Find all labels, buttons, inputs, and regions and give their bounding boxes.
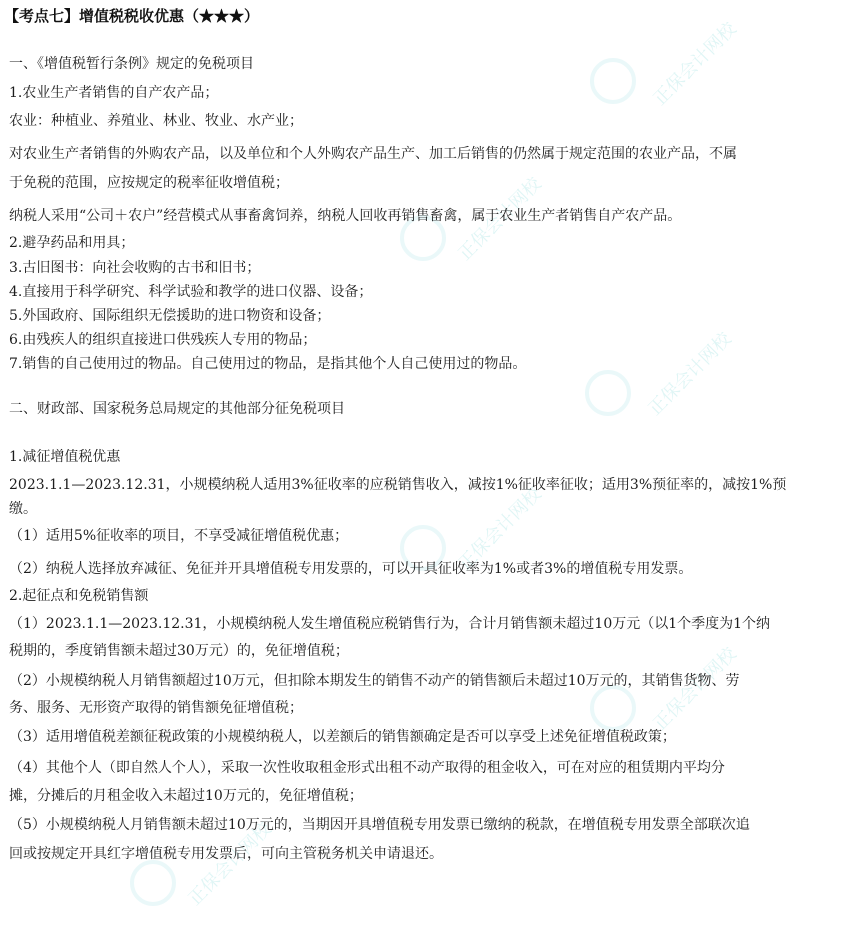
text-line: 1.农业生产者销售的自产农产品； [9, 85, 219, 101]
text-line: 6.由残疾人的组织直接进口供残疾人专用的物品； [9, 332, 317, 348]
watermark-text: 正保会计网校 [644, 328, 736, 420]
text-line: 回或按规定开具红字增值税专用发票后，可向主管税务机关申请退还。 [9, 846, 443, 862]
text-line: 2023.1.1—2023.12.31，小规模纳税人适用3%征收率的应税销售收入，减按1%征收率征收；适用3%预征率的，减按1%预 [9, 477, 787, 493]
text-line: 1.减征增值税优惠 [9, 449, 121, 465]
text-line: 税期的，季度销售额未超过30万元）的，免征增值税； [9, 643, 349, 659]
text-line: 务、服务、无形资产取得的销售额免征增值税； [9, 700, 303, 716]
watermark-text: 正保会计网校 [649, 18, 741, 110]
text-line: 4.直接用于科学研究、科学试验和教学的进口仪器、设备； [9, 284, 373, 300]
text-line: 2.起征点和免税销售额 [9, 588, 149, 604]
heading-line: 一、《增值税暂行条例》规定的免税项目 [9, 56, 254, 72]
text-line: （2）小规模纳税人月销售额超过10万元，但扣除本期发生的销售不动产的销售额后未超过10万元的，其销售货物、劳 [9, 673, 740, 689]
text-line: 2.避孕药品和用具； [9, 235, 135, 251]
text-line: 缴。 [9, 501, 37, 517]
text-line: 摊，分摊后的月租金收入未超过10万元的，免征增值税； [9, 788, 363, 804]
text-line: 于免税的范围，应按规定的税率征收增值税； [9, 175, 289, 191]
text-line: （2）纳税人选择放弃减征、免征并开具增值税专用发票的，可以开具征收率为1%或者3%的增值税专用发票。 [9, 561, 693, 577]
text-line: 7.销售的自己使用过的物品。自己使用过的物品，是指其他个人自己使用过的物品。 [9, 356, 527, 372]
section-title: 【考点七】增值税税收优惠（★★★） [4, 7, 260, 25]
heading-line: 二、财政部、国家税务总局规定的其他部分征免税项目 [9, 401, 345, 417]
text-line: 5.外国政府、国际组织无偿援助的进口物资和设备； [9, 308, 331, 324]
text-line: （4）其他个人（即自然人个人），采取一次性收取租金形式出租不动产取得的租金收入，可在对应的租赁期内平均分 [9, 760, 725, 776]
watermark-text: 正保会计网校 [454, 173, 546, 265]
text-line: 3.古旧图书：向社会收购的古书和旧书； [9, 260, 261, 276]
watermark-text: 正保会计网校 [454, 483, 546, 575]
watermark-logo-icon [130, 860, 176, 906]
text-line: （1）适用5%征收率的项目，不享受减征增值税优惠； [9, 528, 349, 544]
text-line: （1）2023.1.1—2023.12.31，小规模纳税人发生增值税应税销售行为，合计月销售额未超过10万元（以1个季度为1个纳 [9, 616, 771, 632]
watermark-text: 正保会计网校 [649, 643, 741, 735]
text-line: 农业：种植业、养殖业、林业、牧业、水产业； [9, 113, 303, 129]
text-line: （3）适用增值税差额征税政策的小规模纳税人，以差额后的销售额确定是否可以享受上述免征增值税政策； [9, 729, 676, 745]
text-line: （5）小规模纳税人月销售额未超过10万元的，当期因开具增值税专用发票已缴纳的税款，在增值税专用发票全部联次追 [9, 817, 750, 833]
text-line: 对农业生产者销售的外购农产品，以及单位和个人外购农产品生产、加工后销售的仍然属于规定范围的农业产品，不属 [9, 146, 737, 162]
text-line: 纳税人采用“公司＋农户”经营模式从事畜禽饲养，纳税人回收再销售畜禽，属于农业生产者销售自产农产品。 [9, 208, 682, 224]
watermark-text: 正保会计网校 [184, 818, 276, 910]
